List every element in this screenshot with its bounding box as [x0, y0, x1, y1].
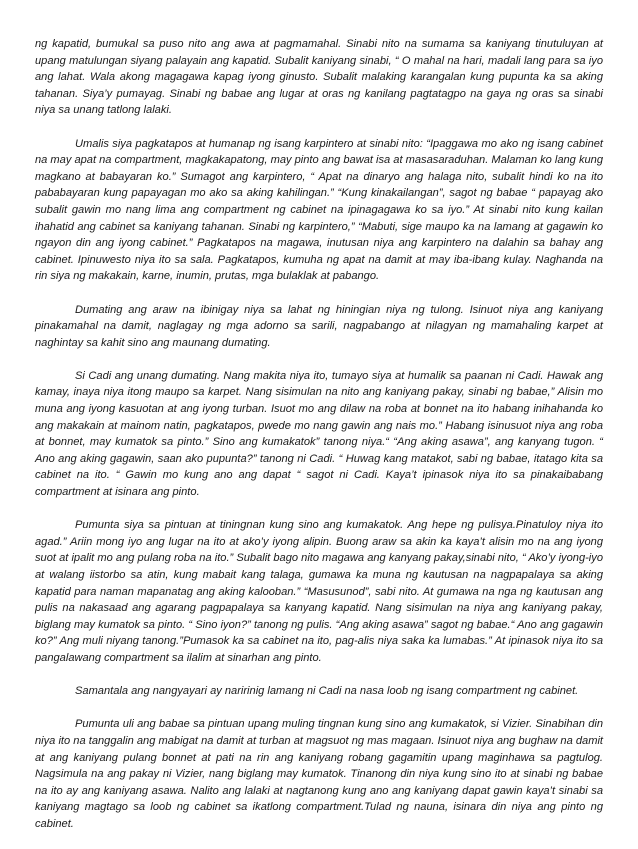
paragraph-5: Pumunta siya sa pintuan at tiningnan kung sino ang kumakatok. Ang hepe ng pulisya.Pinatuloy niya ito agad.” Ariin mong iyo ang lugar na ito at ako’y iyong alipin. Buong araw sa akin ka kaya’t alisin mo na ang iyong suot at ipalit mo ang pulang roba na ito.” Subalit bago nito magawa ang kanyang pakay,sinabi nito, “ Ako’y iyong-iyo at walang iistorbo sa atin, kung mabait kang talaga, gumawa ka muna ng kautusan na nagpapalaya sa aking kapatid para naman mapanatag ang aking kalooban.” “Masusunod”, sabi nito. At gumawa na nga ng kautusan ang pulis na nakasaad ang agarang pagpapalaya sa kanyang kapatid. Nang sisimulan na niya ang kaniyang pakay, biglang may kumatok sa pinto. “ Sino iyon?” tanong ng pulis. “Ang aking asawa” sagot ng babae.“ Ano ang gagawin ko?” Ang muli niyang tanong.”Pumasok ka sa cabinet na ito, pag-alis niya saka ka lumabas.” At ipinasok niya ito sa pangalawang compartment sa ilalim at sinarhan ang pinto.	[35, 519, 603, 664]
paragraph-2: Umalis siya pagkatapos at humanap ng isang karpintero at sinabi nito: “Ipaggawa mo ako ng isang cabinet na may apat na compartment, magkakapatong, may pinto ang bawat isa at masasaraduhan. Malaman ko lang kung magkano at babayaran ko.” Sumagot ang karpintero, “ Apat na dinaryo ang halaga nito, subalit hindi ko na ito pababayaran kung papayagan mo ako sa aking kahilingan.” “Kung kinakailangan”, sagot ng babae “ papayag ako subalit gawin mo nang lima ang compartment ng cabinet na ipinagagawa ko sa iyo.” At sinabi nito kung kailan ihahatid ang cabinet sa kaniyang tahanan. Sinabi ng karpintero,” “Mabuti, sige maupo ka na lamang at gagawin ko ngayon din ang iyong cabinet.” Pagkatapos na magawa, inutusan niya ang karpintero na dalahin sa bahay ang cabinet. Ipinuwesto niya ito sa sala. Pagkatapos, kumuha ng apat na damit at may iba-ibang kulay. Naghanda na rin siya ng makakain, karne, inumin, prutas, mga bulaklak at pabango.	[35, 137, 603, 283]
document-page	[35, 36, 603, 849]
paragraph-7: Pumunta uli ang babae sa pintuan upang muling tingnan kung sino ang kumakatok, si Vizier. Sinabihan din niya ito na tanggalin ang mabigat na damit at turban at magsuot ng mas magaan. Isinuot niya ang bughaw na damit at ang kaniyang pulang bonnet at pati na rin ang kaniyang robang gagamitin upang maginhawa sa pagtulog. Nagsimula na ang pakay ni Vizier, nang biglang may kumatok. Tinanong din niya kung sino ito at sinabi ng babae na ito ay ang kaniyang asawa. Nalito ang lalaki at nagtanong kung ano ang kaniyang dapat gawin kaya’t sinabi sa kaniyang magtago sa loob ng cabinet sa ikatlong compartment.Tulad ng nauna, isinara din niya ang pinto ng cabinet.	[35, 718, 603, 830]
paragraph-3: Dumating ang araw na ibinigay niya sa lahat ng hiningian niya ng tulong. Isinuot niya ang kaniyang pinakamahal na damit, naglagay ng mga adorno sa sarili, nagpabango at nilagyan ng mamahaling karpet at naghintay sa kahit sino ang maunang dumating.	[35, 303, 603, 349]
paragraph-1: ng kapatid, bumukal sa puso nito ang awa at pagmamahal. Sinabi nito na sumama sa kaniyang tinutuluyan at upang matulungan siyang palayain ang kapatid. Subalit kaniyang sinabi, “ O mahal na hari, madali lang para sa iyo ang lahat. Wala akong magagawa kapag iyong ginusto. Subalit malaking karangalan kung pupunta ka sa aking tahanan. Siya’y pumayag. Sinabi ng babae ang lugar at oras ng kanilang pagtatagpo na gaya ng oras sa sinabi niya sa unang tatlong lalaki.	[35, 38, 603, 117]
paragraph-6: Samantala ang nangyayari ay naririnig lamang ni Cadi na nasa loob ng isang compartment ng cabinet.	[75, 685, 579, 698]
paragraph-4: Si Cadi ang unang dumating. Nang makita niya ito, tumayo siya at humalik sa paanan ni Cadi. Hawak ang kamay, inaya niya itong maupo sa karpet. Nang sisimulan na nito ang kaniyang pakay, sinabi ng babae,” Alisin mo muna ang iyong kasuotan at ang iyong turban. Isuot mo ang dilaw na roba at bonnet na ito habang inihahanda ko ang makakain at mainom natin, pagkatapos, pwede mo nang gawin ang nais mo.” Habang isinusuot niya ang roba at bonnet, may kumatok sa pinto.” Sino ang kumakatok” tanong niya.“ “Ang aking asawa”, ang kanyang tugon. “ Ano ang aking gagawin, saan ako pupunta?” tanong ni Cadi. “ Huwag kang matakot, sabi ng babae, itatago kita sa cabinet na ito. “ Gawin mo kung ano ang dapat “ sagot ni Cadi. Kaya’t ipinasok niya ito sa pinakaibabang compartment at isinara ang pinto.	[35, 369, 603, 499]
